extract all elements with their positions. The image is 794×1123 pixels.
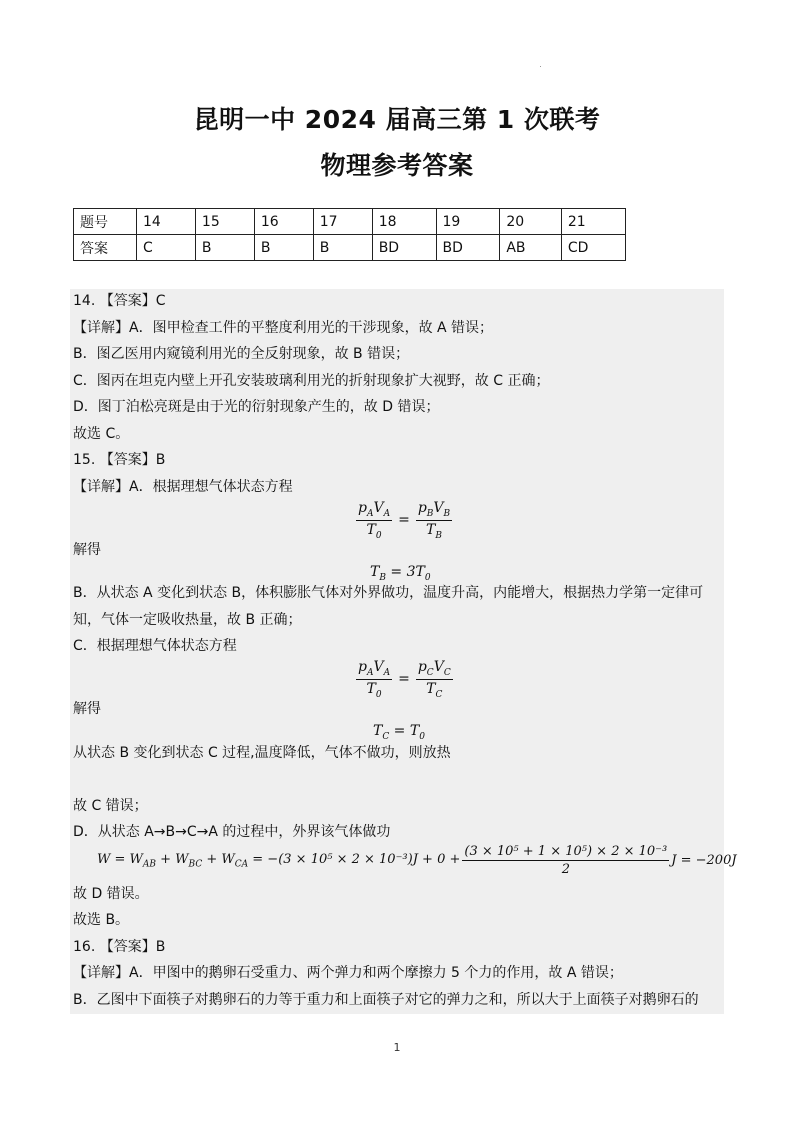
table-cell: B — [195, 235, 254, 261]
answer-heading-15: 15. 【答案】B — [73, 452, 166, 468]
table-cell: 21 — [561, 209, 625, 235]
eq5-lhs: $W = W_{AB} + W_{BC} + W_{CA} = -(3 \times 10^5 \times 2 \times 10^{-3})J + 0$ + — [97, 851, 461, 870]
answer-heading-14: 14. 【答案】C — [73, 293, 166, 309]
equation-3: $\frac{p_AV_A}{T_0}$ = $\frac{p_CV_C}{T_C}$ — [358, 659, 451, 700]
table-cell: 20 — [500, 209, 562, 235]
text-line: C．根据理想气体状态方程 — [73, 638, 237, 654]
text-line: B．乙图中下面筷子对鹅卵石的力等于重力和上面筷子对它的弹力之和，所以大于上面筷子对鹅卵石的 — [73, 992, 699, 1008]
text-line: 【详解】A．图甲检查工件的平整度利用光的干涉现象，故 A 错误； — [73, 320, 494, 336]
text-line: B．图乙医用内窥镜利用光的全反射现象，故 B 错误； — [73, 346, 410, 362]
table-cell: BD — [436, 235, 500, 261]
table-cell: B — [313, 235, 372, 261]
eq5-numerator: (3 × 10⁵ + 1 × 10⁵) × 2 × 10⁻³ — [464, 844, 668, 859]
table-cell: B — [254, 235, 313, 261]
table-cell: 16 — [254, 209, 313, 235]
answer-heading-16: 16. 【答案】B — [73, 939, 166, 955]
page-number: 1 — [393, 1041, 401, 1054]
equation-1: $\frac{p_AV_A}{T_0}$ = $\frac{p_BV_B}{T_B}$ — [358, 500, 451, 541]
table-cell: C — [137, 235, 196, 261]
row-label-answer: 答案 — [74, 235, 137, 261]
text-line: 故 C 错误； — [73, 798, 148, 814]
eq3-left-numerator: $p_AV_A$ — [358, 659, 391, 678]
row-label-number: 题号 — [74, 209, 137, 235]
text-line: 解得 — [73, 542, 101, 558]
text-line: D．从状态 A→B→C→A 的过程中，外界该气体做功 — [73, 824, 391, 840]
text-line: 知，气体一定吸收热量，故 B 正确； — [73, 612, 302, 628]
table-cell: BD — [372, 235, 436, 261]
text-line: 【详解】A．甲图中的鹅卵石受重力、两个弹力和两个摩擦力 5 个力的作用，故 A 错误； — [73, 965, 623, 981]
scan-dot — [540, 66, 541, 67]
table-cell: 14 — [137, 209, 196, 235]
table-cell: 15 — [195, 209, 254, 235]
table-cell: 18 — [372, 209, 436, 235]
eq1-left-denominator: $T_0$ — [366, 521, 382, 541]
text-line: C．图丙在坦克内壁上开孔安装玻璃利用光的折射现象扩大视野，故 C 正确； — [73, 373, 550, 389]
text-line: 解得 — [73, 701, 101, 717]
equation-5 — [97, 844, 737, 877]
text-line: 故选 B。 — [73, 912, 130, 928]
equation-2 — [370, 564, 431, 583]
document-subtitle: 物理参考答案 — [320, 151, 474, 180]
eq1-right-numerator: $p_BV_B$ — [417, 500, 451, 519]
table-row-answers — [74, 235, 626, 261]
table-cell: CD — [561, 235, 625, 261]
text-line: 从状态 B 变化到状态 C 过程,温度降低，气体不做功，则放热 — [73, 745, 451, 761]
eq4-text: $T_C = T_0$ — [373, 723, 425, 742]
eq3-right-numerator: $p_CV_C$ — [417, 659, 451, 678]
eq1-right-denominator: $T_B$ — [426, 521, 442, 541]
text-line: D．图丁泊松亮斑是由于光的衍射现象产生的，故 D 错误； — [73, 399, 440, 415]
equation-4 — [373, 723, 425, 742]
table-cell: 17 — [313, 209, 372, 235]
text-line: 【详解】A．根据理想气体状态方程 — [73, 479, 293, 495]
table-row-numbers — [74, 209, 626, 235]
eq5-rhs: J = −200J — [671, 853, 737, 868]
text-line: 故选 C。 — [73, 426, 130, 442]
table-cell: 19 — [436, 209, 500, 235]
eq5-denominator: 2 — [561, 862, 570, 877]
answer-table — [73, 208, 626, 261]
eq2-text: $T_B = 3T_0$ — [370, 564, 431, 583]
eq3-left-denominator: $T_0$ — [366, 680, 382, 700]
eq3-right-denominator: $T_C$ — [426, 680, 443, 700]
text-line: B．从状态 A 变化到状态 B，体积膨胀气体对外界做功，温度升高，内能增大，根据热力学第一定律可 — [73, 585, 704, 601]
text-line: 故 D 错误。 — [73, 886, 149, 902]
document-title: 昆明一中 2024 届高三第 1 次联考 — [193, 105, 601, 134]
eq1-left-numerator: $p_AV_A$ — [358, 500, 391, 519]
table-cell: AB — [500, 235, 562, 261]
